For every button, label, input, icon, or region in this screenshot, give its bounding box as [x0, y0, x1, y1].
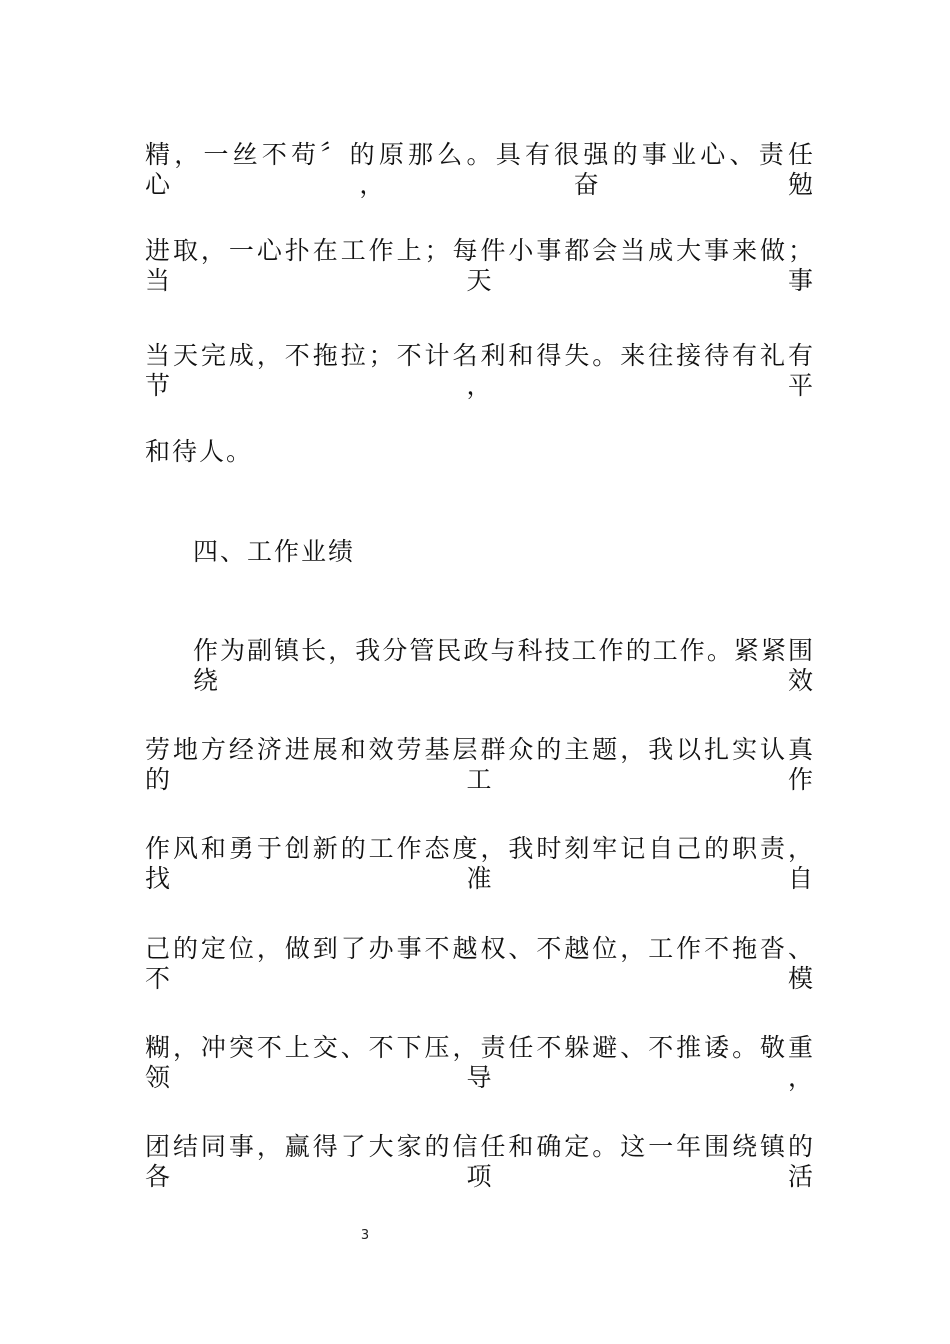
paragraph-line: 己的定位，做到了办事不越权、不越位，工作不拖沓、不模	[145, 934, 815, 993]
section-heading: 四、工作业绩	[193, 537, 356, 566]
page-number: 3	[360, 1228, 370, 1243]
paragraph-line: 精，一丝不苟〞的原那么。具有很强的事业心、责任心，奋勉	[145, 140, 815, 199]
paragraph-line: 作风和勇于创新的工作态度，我时刻牢记自己的职责，找准自	[145, 834, 815, 893]
paragraph-line: 当天完成，不拖拉；不计名利和得失。来往接待有礼有节，平	[145, 341, 815, 400]
paragraph-line: 糊，冲突不上交、不下压，责任不躲避、不推诿。敬重领导，	[145, 1033, 815, 1092]
paragraph-line: 和待人。	[145, 437, 254, 466]
paragraph-line: 劳地方经济进展和效劳基层群众的主题，我以扎实认真的工作	[145, 735, 815, 794]
paragraph-line: 团结同事，赢得了大家的信任和确定。这一年围绕镇的各项活	[145, 1132, 815, 1191]
paragraph-line: 进取，一心扑在工作上；每件小事都会当成大事来做；当天事	[145, 236, 815, 295]
paragraph-line: 作为副镇长，我分管民政与科技工作的工作。紧紧围绕效	[193, 636, 815, 695]
